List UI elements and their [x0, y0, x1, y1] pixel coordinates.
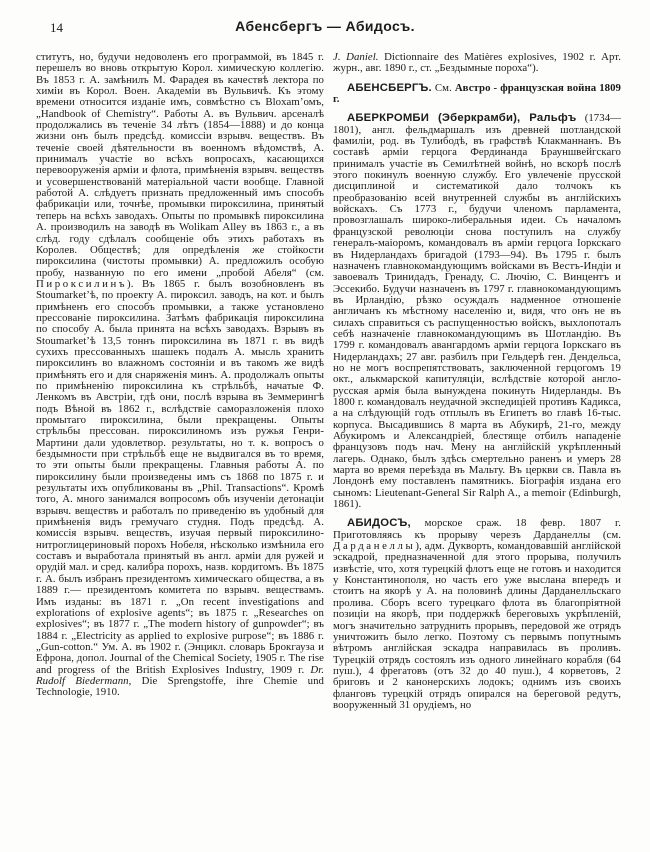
page-header: [0, 0, 650, 44]
entry-paragraph: [333, 81, 624, 106]
page-number: 14: [50, 20, 63, 35]
text-segment: Dr. Rudolf Biedermann: [36, 663, 327, 687]
text-segment: (1734—1801), англ. фельдмаршалъ изъ древней шотландской фамиліи, род. въ Тулибодѣ, въ графствѣ Клакманнанъ. Въ составѣ арміи герцога Фердинанда Брауншвейгскаго принималъ участіе въ Семилѣтней войнѣ, но вскорѣ послѣ этого покинулъ военную службу. Его увлеченіе прусской дисциплиной и систематикой дало толчокъ къ преобразованію всей внутренней службы въ англійскихъ войскахъ. Съ 1773 г., будучи членомъ парламента, провозглашалъ широко-либеральныя идеи. Съ началомъ французской революціи снова поступилъ на службу генералъ-маіоромъ, командовалъ въ арміи герцога Іоркскаго въ Нидерландахъ бригадой (1793—94). Въ 1795 г. былъ назначенъ главнокомандующимъ войсками въ Вестъ-Индіи и завоевалъ Тринидадъ, Гренаду, С. Лючію, С. Винцентъ и Эссекибо. Будучи назначенъ въ 1797 г. главнокомандующимъ въ Ирландію, рѣзко осуждалъ надменное отношеніе англичанъ къ мѣстному населенію и, видя, что онъ не въ силахъ справиться съ распущенностью войскъ, выхлопоталъ себѣ назначеніе главнокомандующимъ въ Шотландію. Въ 1799 г. командовалъ авангардомъ арміи герцога Іоркскаго въ Нидерландахъ; 27 авг. разбилъ при Гельдерѣ ген. Дендельса, но не могъ воспрепятствовать, заключенной герцогомъ 19 окт., алькмарской капитуляціи, вслѣдствіе которой англо-русская армія была вынуждена покинуть Нидерланды. Въ 1800 г. командовалъ неудачной экспедиціей противъ Кадикса, а на слѣдующій годъ отплылъ въ Египетъ во главѣ 16-тыс. корпуса. Высадившись 8 марта въ Абукирѣ, 21-го, между Абукиромъ и Александріей, блестяще отбилъ нападеніе французовъ подъ нач. Мену на англійскій укрѣпленный лагерь. Однако, былъ здѣсь смертельно раненъ и умеръ 28 марта во время переѣзда въ Мальту. Въ церкви св. Павла въ Лондонѣ ему поставленъ памятникъ. Біографія издана его сыномъ: Lieutenant-General Sir Ralph A., a memoir (Edinburgh, 1861).: [333, 112, 624, 511]
text-column-left: [36, 51, 327, 711]
text-segment: морское сраж. 18 февр. 1807 г. Приготовляясь къ прорыву черезъ Дарданеллы (см.: [333, 517, 624, 541]
text-segment: АБЕНСБЕРГЪ.: [347, 81, 432, 94]
text-segment: Dictionnaire des Matières explosives, 1902 г. Арт. журн., авг. 1890 г., ст. „Бездымные пороха“).: [333, 51, 624, 75]
text-segment: Австро - французская война 1809 г.: [333, 81, 624, 106]
text-segment: Пироксилинъ: [36, 277, 128, 290]
entry-paragraph: [36, 51, 327, 699]
text-column-right: [333, 51, 624, 711]
entry-paragraph: [333, 112, 624, 511]
text-segment: ститутъ, но, будучи недоволенъ его программой, въ 1845 г. перешелъ во вновь открытую Корол. химическую коллегію. Въ 1853 г. А. замѣнилъ М. Фарадея въ качествѣ лектора по химіи въ Корол. Воен. Академіи въ Вульвичѣ. Къ этому времени относится изданіе имъ, совмѣстно съ Bloxam’омъ, „Handbook of Chemistry“. Работы А. въ Вульвич. арсеналѣ продолжались въ теченіе 34 лѣтъ (1854—1888) и до конца жизни онъ былъ предсѣд. комиссіи взрывч. веществъ. Въ теченіе своей дѣятельности въ военномъ вѣдомствѣ, А. принималъ участіе во всѣхъ вопросахъ, касающихся перевооруженія арміи и флота, примѣненія взрывч. веществъ и усовершенствованій матеріальной части вообще. Главной работой А. слѣдуетъ признать предложенный имъ способъ фабрикаціи или, точнѣе, промывки пироксилина, принятый теперь на всѣхъ заводахъ. Опыты по промывкѣ пироксилина А. производилъ на заводѣ въ Wolikam Alley въ 1863 г., а въ слѣд. году сдѣлалъ сообщеніе объ этихъ работахъ въ Королев. Обществѣ; для опредѣленія же стойкости пироксилина (чистоты промывки) А. предложилъ особую пробу, названную по его имени „пробой Абеля“ (см.: [36, 51, 327, 279]
text-columns: [0, 44, 650, 711]
text-segment: ), адм. Дукворть, командовавшій англійской эскадрой, предназначенной для этого прорыва, получилъ извѣстіе, что, хотя турецкій флотъ еще не готовъ и находится у Константинополя, но часть его уже выслана впередъ и стоитъ на якорѣ у А. на половинѣ длины Дарданелльскаго пролива. Сборъ всего турецкаго флота въ благопріятной позиціи на якорѣ, при поддержкѣ береговыхъ укрѣпленій, могъ значительно затруднить прорывъ, передовой же отрядъ уничтожить было легко. Поэтому съ первымъ попутнымъ вѣтромъ англійская эскадра направилась въ проливъ. Турецкій отрядъ состоялъ изъ одного линейнаго корабля (64 пуш.), 4 фрегатовъ (отъ 32 до 40 пуш.), 4 корветовъ, 2 бриговъ и 2 канонерскихъ лодокъ; однимъ изъ своихъ фланговъ турецкій отрядъ опирался на береговой редутъ, вооруженный 31 орудіемъ, но: [333, 540, 624, 711]
text-segment: ). Въ 1865 г. былъ возобновленъ въ Stoumarket’ѣ, по проекту А. пироксил. заводъ, на кот. и былъ примѣненъ его способъ промывки, а также установлено прессованіе пироксилина. Затѣмъ фабрикація пироксилина по способу А. была принята на всѣхъ заводахъ. Взрывъ въ Stoumarket’ѣ 13,5 тоннъ пироксилина въ 1871 г. въ видѣ сухихъ прессованныхъ шашекъ подалъ А. мысль хранить пироксилинъ во влажномъ состояніи и въ такомъ же видѣ примѣнять его и для снаряженія минъ. А. продолжалъ опыты по примѣненію пироксилина къ стрѣльбѣ, начатые Ф. Ленкомъ въ Австріи, гдѣ они, послѣ взрыва въ Земмерингѣ подъ Вѣной въ 1862 г., вслѣдствіе саморазложенія плохо промытаго пироксилина, были прекращены. Опыты стрѣльбы прессован. пироксилиномъ изъ ружья Генри-Мартини дали удовлетвор. результаты, но т. к. вопросъ о бездымности при стрѣльбѣ еще не выдвигался въ то время, то эти опыты были прекращены. Главныя работы А. по пироксилину были произведены имъ съ 1868 по 1875 г. и результаты ихъ опубликованы въ „Phil. Transactions“. Кромѣ того, А. много занимался вопросомъ объ изученіи детонаціи взрывч. веществъ и работалъ по приведенію въ удобный для примѣненія видъ гремучаго студня. Подъ предсѣд. А. комиссія взрывч. веществъ, изучая первый пироксилино-нитроглицериновый порохъ Нобеля, нѣсколько измѣнила его составъ и выработала принятый въ англ. арміи для ружей и орудій мал. и сред. калибра порохъ, назв. кордитомъ. Въ 1875 г. А. былъ избранъ президентомъ химическаго общества, а въ 1889 г.— президентомъ комитета по взрывч. веществамъ. Имъ изданы: въ 1871 г. „On recent investigations and explorations of explosive agents“; въ 1875 г. „Researches on explosives“; въ 1877 г. „The modern history of gunpowder“; въ 1884 г. „Electricity as applied to explosive purpose“; въ 1886 г. „Gun-cotton.“ Ум. А. въ 1902 г. (Энцикл. словарь Брокгауза и Ефрона, допол. Journal of the Chemical Society, 1905 г. The rise and progress of the British Explosives Industry, 1909 г.: [36, 277, 327, 676]
text-segment: J. Daniel.: [333, 51, 379, 63]
entry-paragraph: [333, 517, 624, 711]
text-segment: См.: [431, 81, 455, 94]
entry-paragraph: [333, 51, 624, 75]
running-header-title: Абенсбергъ — Абидосъ.: [235, 18, 415, 34]
text-segment: АБИДОСЪ,: [347, 517, 411, 530]
text-segment: , Die Sprengstoffe, ihre Chemie und Technologie, 1910.: [36, 674, 327, 699]
text-segment: Дарданеллы: [333, 540, 416, 553]
text-segment: АБЕРКРОМБИ (Эберкрамби), Ральфъ: [347, 112, 577, 125]
